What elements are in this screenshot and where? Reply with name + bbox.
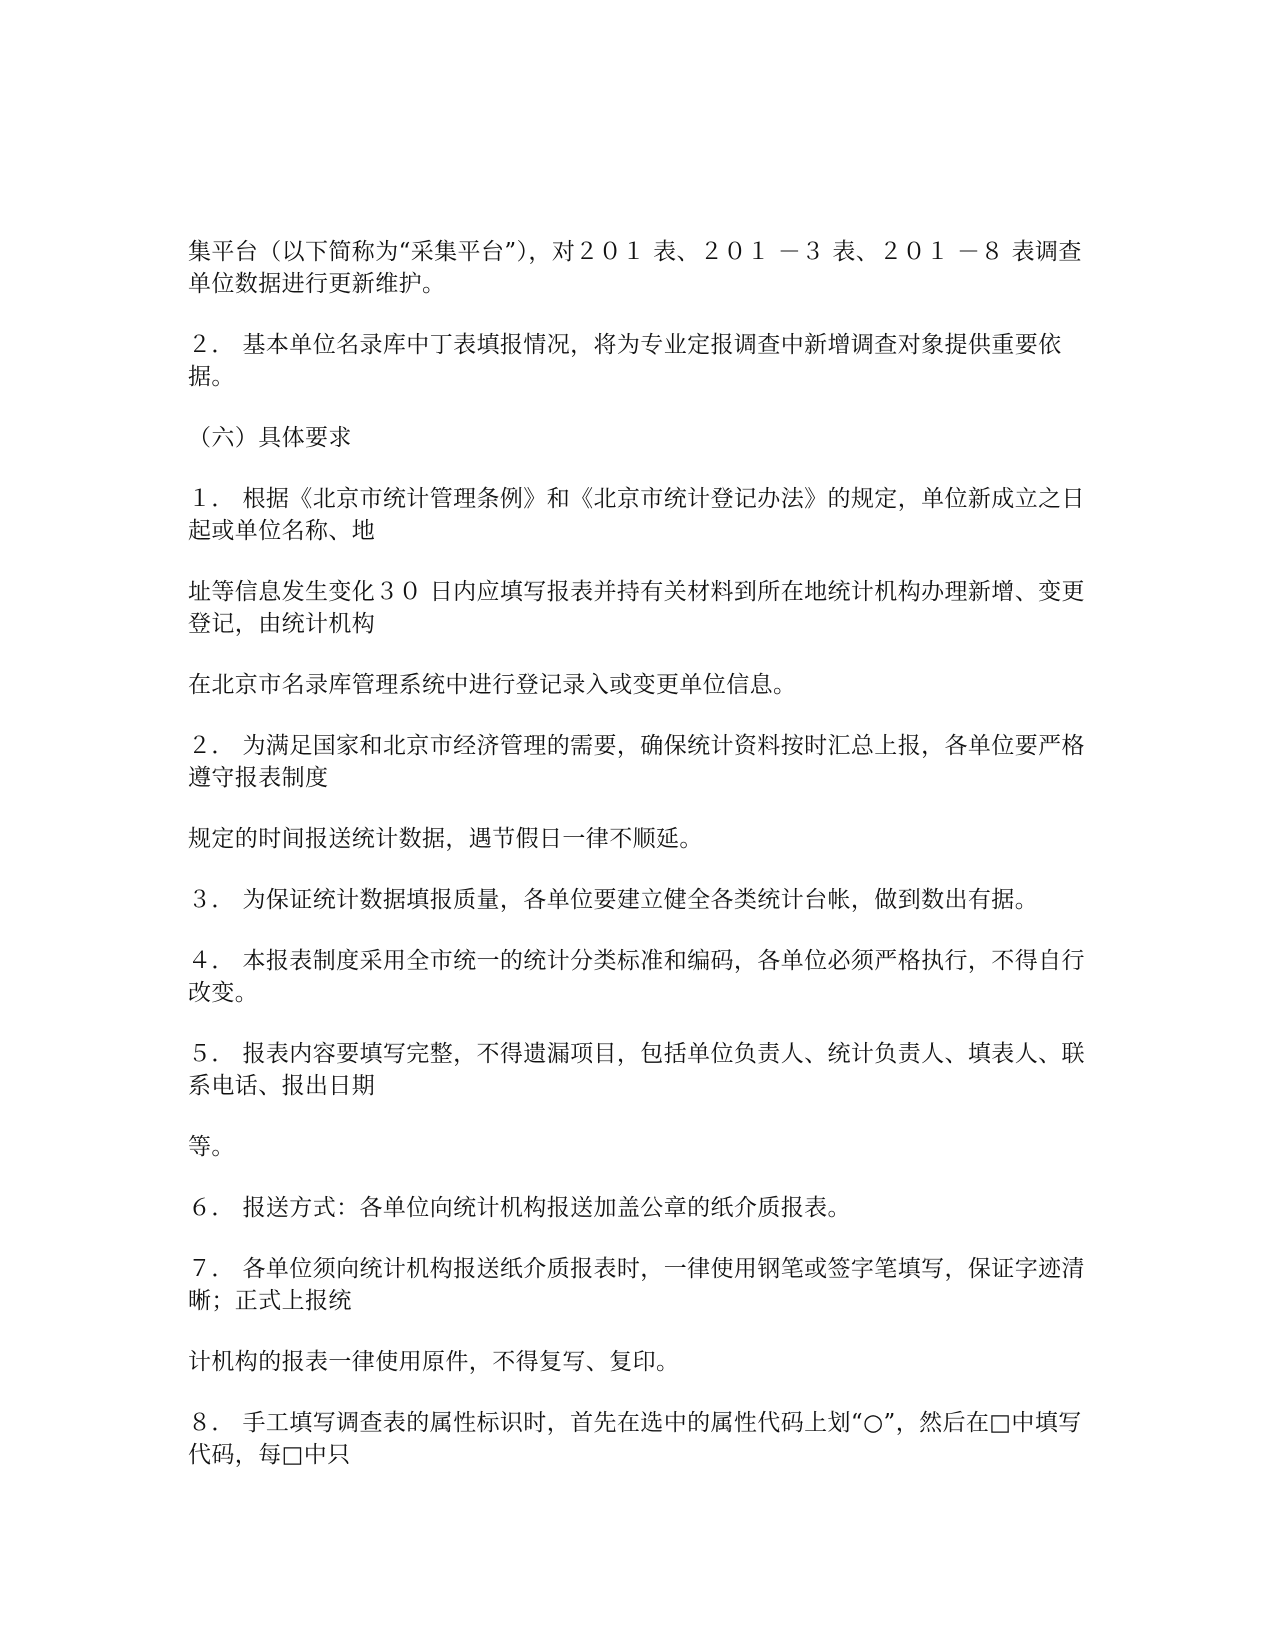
paragraph: １． 根据《北京市统计管理条例》和《北京市统计登记办法》的规定，单位新成立之日起或单位名称、地	[188, 486, 1085, 544]
paragraph: ８． 手工填写调查表的属性标识时，首先在选中的属性代码上划“○”，然后在□中填写代码，每□中只	[188, 1410, 1082, 1468]
section-heading: （六）具体要求	[188, 425, 352, 451]
paragraph: ５． 报表内容要填写完整，不得遗漏项目，包括单位负责人、统计负责人、填表人、联系电话、报出日期	[188, 1041, 1085, 1099]
paragraph: ７． 各单位须向统计机构报送纸介质报表时，一律使用钢笔或签字笔填写，保证字迹清晰；正式上报统	[188, 1256, 1085, 1314]
paragraph: 址等信息发生变化３０ 日内应填写报表并持有关材料到所在地统计机构办理新增、变更登记，由统计机构	[188, 579, 1085, 637]
paragraph: ２． 基本单位名录库中丁表填报情况，将为专业定报调查中新增调查对象提供重要依据。	[188, 332, 1062, 390]
paragraph: ６． 报送方式：各单位向统计机构报送加盖公章的纸介质报表。	[188, 1195, 851, 1221]
paragraph: 集平台（以下简称为“采集平台”），对２０１ 表、２０１ －３ 表、２０１ －８ 表调查单位数据进行更新维护。	[188, 239, 1082, 297]
paragraph: ４． 本报表制度采用全市统一的统计分类标准和编码，各单位必须严格执行，不得自行改变。	[188, 948, 1085, 1006]
document-body	[188, 236, 1088, 1500]
paragraph: 在北京市名录库管理系统中进行登记录入或变更单位信息。	[188, 672, 797, 698]
paragraph: 规定的时间报送统计数据，遇节假日一律不顺延。	[188, 826, 703, 852]
paragraph: ３． 为保证统计数据填报质量，各单位要建立健全各类统计台帐，做到数出有据。	[188, 887, 1039, 913]
paragraph: ２． 为满足国家和北京市经济管理的需要，确保统计资料按时汇总上报，各单位要严格遵守报表制度	[188, 733, 1085, 791]
paragraph: 等。	[188, 1134, 235, 1160]
paragraph: 计机构的报表一律使用原件，不得复写、复印。	[188, 1349, 680, 1375]
